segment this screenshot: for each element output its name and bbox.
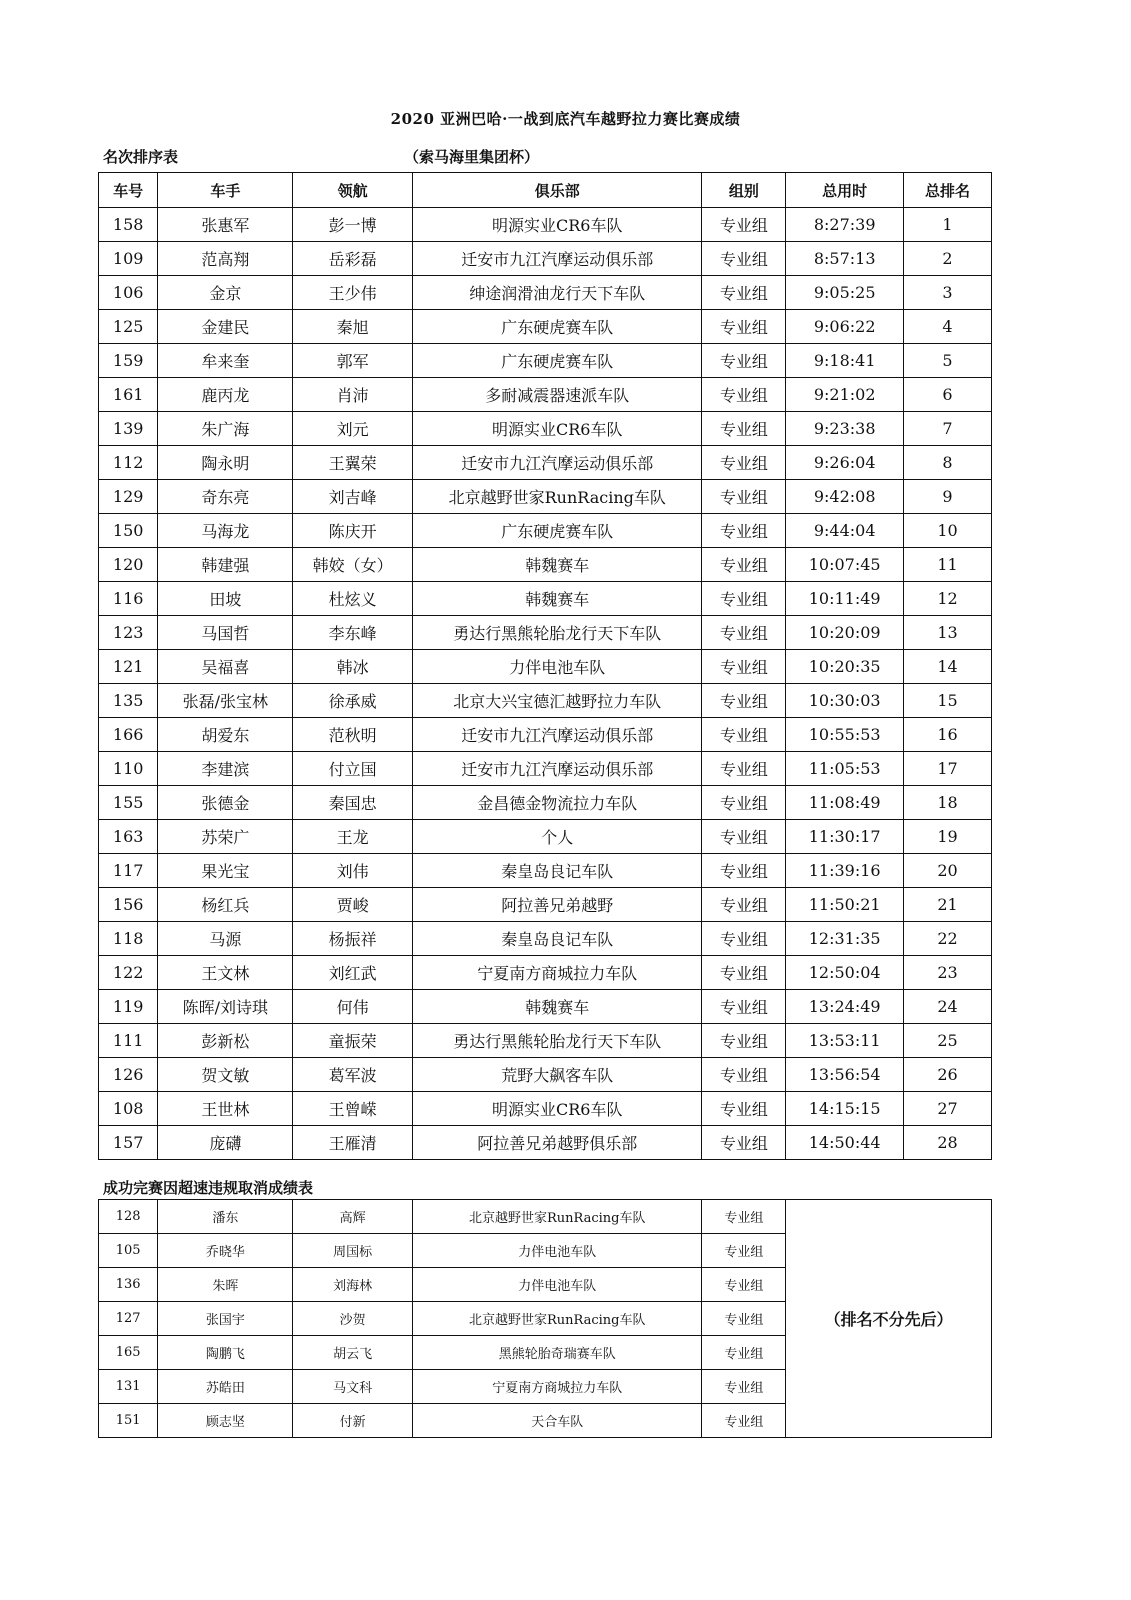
cell-navigator: 韩冰 [293, 650, 413, 684]
table-row [99, 616, 992, 650]
cell-navigator: 何伟 [293, 990, 413, 1024]
cell-navigator: 马文科 [293, 1370, 413, 1404]
cell-club: 天合车队 [413, 1404, 702, 1438]
header-navigator: 领航 [293, 173, 413, 208]
disqualified-table-label: 成功完赛因超速违规取消成绩表 [103, 1179, 314, 1197]
cell-navigator: 肖沛 [293, 378, 413, 412]
cell-overall-rank: 15 [903, 684, 991, 718]
cell-club: 韩魏赛车 [413, 582, 702, 616]
cell-group: 专业组 [702, 378, 786, 412]
cell-group: 专业组 [702, 208, 786, 242]
cell-club: 广东硬虎赛车队 [413, 514, 702, 548]
cell-overall-rank: 18 [903, 786, 991, 820]
cell-club: 秦皇岛良记车队 [413, 854, 702, 888]
cell-club: 力伴电池车队 [413, 650, 702, 684]
cell-car-number: 127 [99, 1302, 158, 1336]
cell-club: 迁安市九江汽摩运动俱乐部 [413, 242, 702, 276]
cell-club: 个人 [413, 820, 702, 854]
cell-driver: 杨红兵 [158, 888, 293, 922]
cell-driver: 范高翔 [158, 242, 293, 276]
cell-navigator: 王少伟 [293, 276, 413, 310]
cell-group: 专业组 [702, 514, 786, 548]
cell-group: 专业组 [702, 1370, 786, 1404]
cell-navigator: 贾峻 [293, 888, 413, 922]
table-row [99, 820, 992, 854]
cell-navigator: 胡云飞 [293, 1336, 413, 1370]
cell-group: 专业组 [702, 480, 786, 514]
cell-overall-rank: 2 [903, 242, 991, 276]
cell-navigator: 刘红武 [293, 956, 413, 990]
cell-total-time: 9:06:22 [786, 310, 904, 344]
cell-driver: 胡爱东 [158, 718, 293, 752]
cell-overall-rank: 21 [903, 888, 991, 922]
cell-driver: 朱广海 [158, 412, 293, 446]
cell-navigator: 葛军波 [293, 1058, 413, 1092]
table-row [99, 1024, 992, 1058]
cell-car-number: 165 [99, 1336, 158, 1370]
cell-group: 专业组 [702, 786, 786, 820]
cell-group: 专业组 [702, 1268, 786, 1302]
cell-club: 北京越野世家RunRacing车队 [413, 480, 702, 514]
cell-overall-rank: 26 [903, 1058, 991, 1092]
unranked-note: （排名不分先后） [786, 1200, 992, 1438]
cell-car-number: 125 [99, 310, 158, 344]
cell-driver: 贺文敏 [158, 1058, 293, 1092]
cell-group: 专业组 [702, 548, 786, 582]
cell-overall-rank: 22 [903, 922, 991, 956]
cell-overall-rank: 6 [903, 378, 991, 412]
table-row [99, 582, 992, 616]
table-row [99, 208, 992, 242]
table-row [99, 1092, 992, 1126]
cell-car-number: 120 [99, 548, 158, 582]
cell-driver: 吴福喜 [158, 650, 293, 684]
cell-club: 广东硬虎赛车队 [413, 344, 702, 378]
cell-navigator: 刘吉峰 [293, 480, 413, 514]
cell-driver: 庞礴 [158, 1126, 293, 1160]
cell-navigator: 周国标 [293, 1234, 413, 1268]
cell-car-number: 163 [99, 820, 158, 854]
cell-driver: 金京 [158, 276, 293, 310]
table-row [99, 718, 992, 752]
cell-overall-rank: 24 [903, 990, 991, 1024]
cell-car-number: 119 [99, 990, 158, 1024]
cell-navigator: 陈庆开 [293, 514, 413, 548]
cell-car-number: 122 [99, 956, 158, 990]
cell-group: 专业组 [702, 344, 786, 378]
cell-group: 专业组 [702, 1024, 786, 1058]
cell-overall-rank: 7 [903, 412, 991, 446]
cell-total-time: 9:18:41 [786, 344, 904, 378]
cell-overall-rank: 4 [903, 310, 991, 344]
cell-driver: 朱晖 [158, 1268, 293, 1302]
cell-group: 专业组 [702, 752, 786, 786]
cell-driver: 苏荣广 [158, 820, 293, 854]
table-row [99, 1126, 992, 1160]
cell-club: 多耐减震器速派车队 [413, 378, 702, 412]
cell-group: 专业组 [702, 1404, 786, 1438]
cell-group: 专业组 [702, 990, 786, 1024]
cell-navigator: 沙贺 [293, 1302, 413, 1336]
cell-navigator: 童振荣 [293, 1024, 413, 1058]
cell-driver: 彭新松 [158, 1024, 293, 1058]
cell-group: 专业组 [702, 888, 786, 922]
cell-total-time: 9:05:25 [786, 276, 904, 310]
cell-club: 韩魏赛车 [413, 548, 702, 582]
cell-overall-rank: 27 [903, 1092, 991, 1126]
table-row [99, 1200, 992, 1234]
table-row [99, 786, 992, 820]
cell-overall-rank: 9 [903, 480, 991, 514]
cell-driver: 马海龙 [158, 514, 293, 548]
cell-total-time: 13:56:54 [786, 1058, 904, 1092]
table-row [99, 310, 992, 344]
cell-car-number: 166 [99, 718, 158, 752]
cell-driver: 张磊/张宝林 [158, 684, 293, 718]
disqualified-table-body [99, 1200, 992, 1438]
cell-car-number: 106 [99, 276, 158, 310]
cell-total-time: 10:20:09 [786, 616, 904, 650]
cell-navigator: 岳彩磊 [293, 242, 413, 276]
cell-total-time: 8:27:39 [786, 208, 904, 242]
cell-group: 专业组 [702, 820, 786, 854]
cell-total-time: 12:50:04 [786, 956, 904, 990]
cell-overall-rank: 14 [903, 650, 991, 684]
cell-navigator: 王曾嵘 [293, 1092, 413, 1126]
cell-club: 广东硬虎赛车队 [413, 310, 702, 344]
cell-total-time: 13:53:11 [786, 1024, 904, 1058]
cell-driver: 潘东 [158, 1200, 293, 1234]
cell-club: 北京越野世家RunRacing车队 [413, 1200, 702, 1234]
cell-car-number: 155 [99, 786, 158, 820]
document-title: 2020 亚洲巴哈·一战到底汽车越野拉力赛比赛成绩 [390, 110, 741, 128]
cell-group: 专业组 [702, 412, 786, 446]
cell-group: 专业组 [702, 616, 786, 650]
cell-driver: 苏皓田 [158, 1370, 293, 1404]
cell-car-number: 129 [99, 480, 158, 514]
cell-total-time: 10:55:53 [786, 718, 904, 752]
cell-driver: 张德金 [158, 786, 293, 820]
table-row [99, 514, 992, 548]
cell-car-number: 161 [99, 378, 158, 412]
cell-navigator: 韩姣（女） [293, 548, 413, 582]
cell-navigator: 高辉 [293, 1200, 413, 1234]
cell-car-number: 150 [99, 514, 158, 548]
cell-total-time: 9:42:08 [786, 480, 904, 514]
cell-group: 专业组 [702, 276, 786, 310]
table-row [99, 888, 992, 922]
ranking-table [98, 172, 992, 1160]
cell-total-time: 10:20:35 [786, 650, 904, 684]
table-row [99, 446, 992, 480]
cell-car-number: 157 [99, 1126, 158, 1160]
cell-car-number: 128 [99, 1200, 158, 1234]
cell-group: 专业组 [702, 1092, 786, 1126]
cell-total-time: 11:30:17 [786, 820, 904, 854]
cell-navigator: 秦国忠 [293, 786, 413, 820]
cell-club: 迁安市九江汽摩运动俱乐部 [413, 752, 702, 786]
cell-club: 勇达行黑熊轮胎龙行天下车队 [413, 616, 702, 650]
cell-club: 明源实业CR6车队 [413, 208, 702, 242]
cell-driver: 张国宇 [158, 1302, 293, 1336]
cell-navigator: 郭军 [293, 344, 413, 378]
cell-driver: 马源 [158, 922, 293, 956]
cell-driver: 田坡 [158, 582, 293, 616]
cell-navigator: 王翼荣 [293, 446, 413, 480]
cell-total-time: 10:30:03 [786, 684, 904, 718]
cell-club: 荒野大飙客车队 [413, 1058, 702, 1092]
cell-navigator: 王龙 [293, 820, 413, 854]
cell-group: 专业组 [702, 684, 786, 718]
cell-overall-rank: 11 [903, 548, 991, 582]
cell-driver: 王世林 [158, 1092, 293, 1126]
cell-club: 阿拉善兄弟越野 [413, 888, 702, 922]
cell-club: 宁夏南方商城拉力车队 [413, 956, 702, 990]
cell-navigator: 王雁清 [293, 1126, 413, 1160]
cell-group: 专业组 [702, 956, 786, 990]
cell-group: 专业组 [702, 1302, 786, 1336]
table-row [99, 344, 992, 378]
cell-car-number: 123 [99, 616, 158, 650]
table-row [99, 990, 992, 1024]
cell-group: 专业组 [702, 718, 786, 752]
cell-total-time: 9:26:04 [786, 446, 904, 480]
cell-navigator: 李东峰 [293, 616, 413, 650]
header-overall-rank: 总排名 [903, 173, 991, 208]
cell-total-time: 10:07:45 [786, 548, 904, 582]
cell-total-time: 11:39:16 [786, 854, 904, 888]
cell-driver: 陈晖/刘诗琪 [158, 990, 293, 1024]
cell-overall-rank: 10 [903, 514, 991, 548]
cell-group: 专业组 [702, 1058, 786, 1092]
cell-car-number: 159 [99, 344, 158, 378]
cell-driver: 陶鹏飞 [158, 1336, 293, 1370]
cell-navigator: 杨振祥 [293, 922, 413, 956]
table-row [99, 480, 992, 514]
table-row [99, 242, 992, 276]
cup-name: （索马海里集团杯） [404, 148, 540, 166]
cell-total-time: 9:21:02 [786, 378, 904, 412]
cell-club: 力伴电池车队 [413, 1268, 702, 1302]
cell-club: 勇达行黑熊轮胎龙行天下车队 [413, 1024, 702, 1058]
cell-driver: 乔晓华 [158, 1234, 293, 1268]
cell-club: 明源实业CR6车队 [413, 1092, 702, 1126]
cell-club: 明源实业CR6车队 [413, 412, 702, 446]
cell-driver: 金建民 [158, 310, 293, 344]
table-row [99, 1058, 992, 1092]
cell-overall-rank: 12 [903, 582, 991, 616]
cell-driver: 奇东亮 [158, 480, 293, 514]
table-row [99, 752, 992, 786]
cell-driver: 顾志坚 [158, 1404, 293, 1438]
cell-club: 金昌德金物流拉力车队 [413, 786, 702, 820]
cell-overall-rank: 23 [903, 956, 991, 990]
cell-navigator: 刘元 [293, 412, 413, 446]
cell-club: 力伴电池车队 [413, 1234, 702, 1268]
cell-total-time: 9:23:38 [786, 412, 904, 446]
cell-overall-rank: 3 [903, 276, 991, 310]
table-row [99, 378, 992, 412]
cell-navigator: 徐承威 [293, 684, 413, 718]
cell-car-number: 117 [99, 854, 158, 888]
cell-overall-rank: 13 [903, 616, 991, 650]
cell-driver: 鹿丙龙 [158, 378, 293, 412]
cell-group: 专业组 [702, 1234, 786, 1268]
cell-overall-rank: 5 [903, 344, 991, 378]
cell-car-number: 126 [99, 1058, 158, 1092]
cell-navigator: 秦旭 [293, 310, 413, 344]
cell-navigator: 杜炫义 [293, 582, 413, 616]
table-header-row [99, 173, 992, 208]
cell-driver: 韩建强 [158, 548, 293, 582]
cell-overall-rank: 17 [903, 752, 991, 786]
table-row [99, 548, 992, 582]
cell-driver: 陶永明 [158, 446, 293, 480]
header-total-time: 总用时 [786, 173, 904, 208]
table-row [99, 650, 992, 684]
cell-car-number: 136 [99, 1268, 158, 1302]
cell-total-time: 9:44:04 [786, 514, 904, 548]
cell-overall-rank: 16 [903, 718, 991, 752]
cell-car-number: 131 [99, 1370, 158, 1404]
cell-navigator: 刘伟 [293, 854, 413, 888]
cell-total-time: 10:11:49 [786, 582, 904, 616]
cell-car-number: 111 [99, 1024, 158, 1058]
cell-total-time: 13:24:49 [786, 990, 904, 1024]
ranking-table-label: 名次排序表 [103, 148, 179, 166]
cell-overall-rank: 28 [903, 1126, 991, 1160]
cell-overall-rank: 20 [903, 854, 991, 888]
cell-group: 专业组 [702, 582, 786, 616]
cell-navigator: 付新 [293, 1404, 413, 1438]
table-row [99, 276, 992, 310]
cell-club: 黑熊轮胎奇瑞赛车队 [413, 1336, 702, 1370]
cell-total-time: 8:57:13 [786, 242, 904, 276]
cell-total-time: 14:50:44 [786, 1126, 904, 1160]
cell-car-number: 135 [99, 684, 158, 718]
cell-driver: 果光宝 [158, 854, 293, 888]
cell-overall-rank: 1 [903, 208, 991, 242]
cell-car-number: 116 [99, 582, 158, 616]
header-group: 组别 [702, 173, 786, 208]
cell-driver: 李建滨 [158, 752, 293, 786]
cell-driver: 张惠军 [158, 208, 293, 242]
cell-group: 专业组 [702, 446, 786, 480]
cell-car-number: 112 [99, 446, 158, 480]
cell-group: 专业组 [702, 922, 786, 956]
cell-car-number: 158 [99, 208, 158, 242]
cell-club: 迁安市九江汽摩运动俱乐部 [413, 718, 702, 752]
cell-overall-rank: 25 [903, 1024, 991, 1058]
cell-club: 韩魏赛车 [413, 990, 702, 1024]
header-driver: 车手 [158, 173, 293, 208]
cell-car-number: 156 [99, 888, 158, 922]
header-car-number: 车号 [99, 173, 158, 208]
cell-club: 阿拉善兄弟越野俱乐部 [413, 1126, 702, 1160]
cell-group: 专业组 [702, 1126, 786, 1160]
table-row [99, 684, 992, 718]
cell-group: 专业组 [702, 1336, 786, 1370]
cell-car-number: 151 [99, 1404, 158, 1438]
cell-driver: 王文林 [158, 956, 293, 990]
cell-car-number: 105 [99, 1234, 158, 1268]
cell-total-time: 11:08:49 [786, 786, 904, 820]
ranking-table-body [99, 208, 992, 1160]
table-row [99, 854, 992, 888]
disqualified-table [98, 1199, 992, 1438]
cell-total-time: 11:05:53 [786, 752, 904, 786]
cell-club: 宁夏南方商城拉力车队 [413, 1370, 702, 1404]
cell-driver: 牟来奎 [158, 344, 293, 378]
cell-group: 专业组 [702, 854, 786, 888]
cell-car-number: 139 [99, 412, 158, 446]
cell-car-number: 108 [99, 1092, 158, 1126]
cell-navigator: 刘海林 [293, 1268, 413, 1302]
cell-navigator: 范秋明 [293, 718, 413, 752]
cell-navigator: 彭一博 [293, 208, 413, 242]
cell-club: 北京越野世家RunRacing车队 [413, 1302, 702, 1336]
cell-car-number: 118 [99, 922, 158, 956]
table-row [99, 412, 992, 446]
header-club: 俱乐部 [413, 173, 702, 208]
cell-driver: 马国哲 [158, 616, 293, 650]
cell-group: 专业组 [702, 242, 786, 276]
cell-total-time: 11:50:21 [786, 888, 904, 922]
cell-car-number: 109 [99, 242, 158, 276]
cell-club: 秦皇岛良记车队 [413, 922, 702, 956]
cell-total-time: 12:31:35 [786, 922, 904, 956]
cell-car-number: 121 [99, 650, 158, 684]
cell-club: 北京大兴宝德汇越野拉力车队 [413, 684, 702, 718]
cell-car-number: 110 [99, 752, 158, 786]
cell-total-time: 14:15:15 [786, 1092, 904, 1126]
table-row [99, 956, 992, 990]
table-row [99, 922, 992, 956]
cell-club: 绅途润滑油龙行天下车队 [413, 276, 702, 310]
cell-overall-rank: 8 [903, 446, 991, 480]
cell-navigator: 付立国 [293, 752, 413, 786]
cell-group: 专业组 [702, 650, 786, 684]
cell-overall-rank: 19 [903, 820, 991, 854]
cell-group: 专业组 [702, 310, 786, 344]
cell-club: 迁安市九江汽摩运动俱乐部 [413, 446, 702, 480]
cell-group: 专业组 [702, 1200, 786, 1234]
